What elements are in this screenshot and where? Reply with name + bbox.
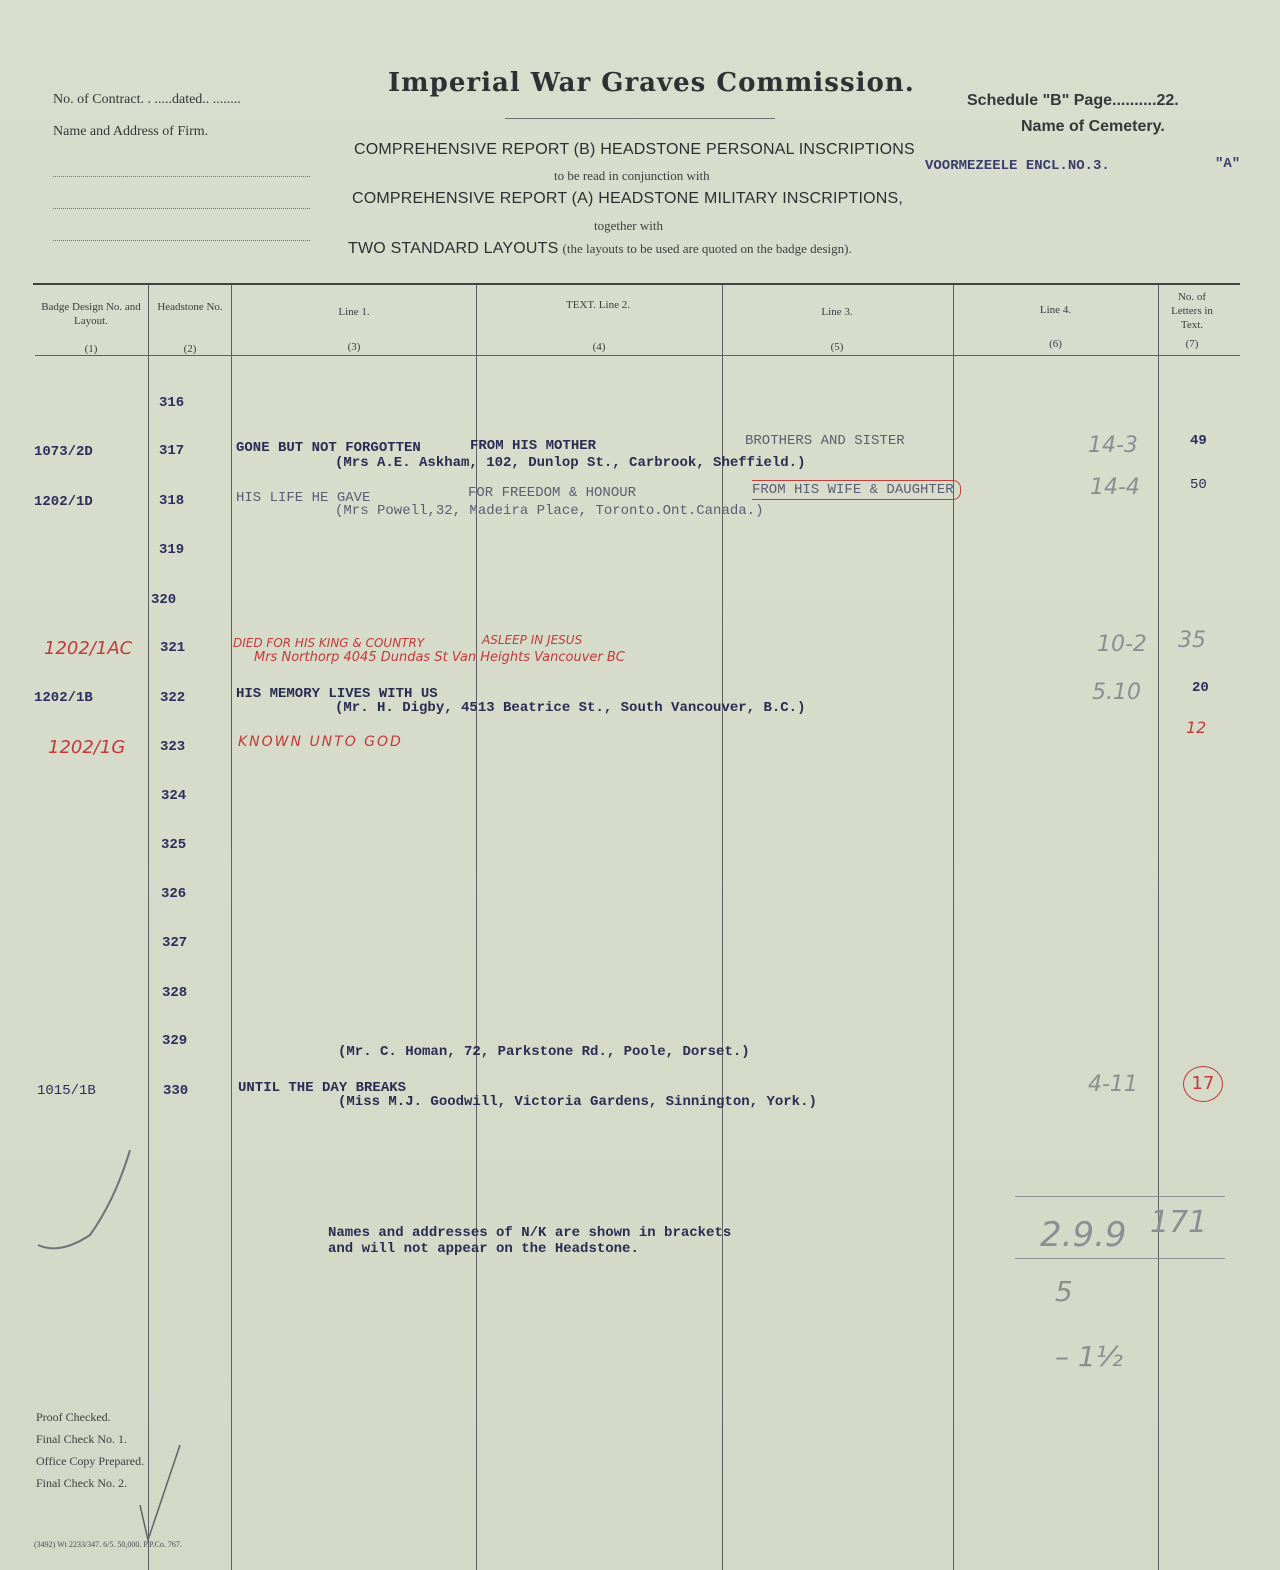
conjunction-text: to be read in conjunction with bbox=[554, 168, 710, 183]
headstone-no-321: 321 bbox=[160, 640, 186, 656]
col-header-line3: Line 3. bbox=[821, 306, 853, 318]
row-318-line1: HIS LIFE HE GAVE bbox=[236, 490, 371, 506]
final-check-2: Final Check No. 2. bbox=[36, 1476, 127, 1490]
report-b-title: COMPREHENSIVE REPORT (B) HEADSTONE PERSONAL INSCRIPTIONS bbox=[354, 141, 915, 158]
col-header-headstone: Headstone No. bbox=[157, 301, 223, 313]
row-317-line1: GONE BUT NOT FORGOTTEN bbox=[236, 440, 421, 456]
title-rule bbox=[505, 118, 775, 119]
headstone-no-316: 316 bbox=[159, 395, 185, 411]
firm-line-2 bbox=[53, 208, 310, 209]
headstone-no-322: 322 bbox=[160, 690, 186, 706]
headstone-no-318: 318 bbox=[159, 493, 185, 509]
col-divider-5 bbox=[953, 285, 954, 1570]
headstone-no-326: 326 bbox=[161, 886, 187, 902]
cemetery-name: VOORMEZEELE ENCL.NO.3. bbox=[925, 158, 1110, 174]
row-329-address: (Mr. C. Homan, 72, Parkstone Rd., Poole, Dorset.) bbox=[338, 1044, 750, 1060]
row-322-pencil: 5.10 bbox=[1092, 680, 1141, 705]
together-text: together with bbox=[594, 218, 663, 233]
col-header-badge: Badge Design No. and Layout. bbox=[41, 301, 141, 327]
headstone-no-323: 323 bbox=[160, 739, 186, 755]
tick-mark-icon bbox=[30, 1140, 140, 1260]
row-321-letters: 35 bbox=[1178, 628, 1206, 653]
headstone-no-328: 328 bbox=[162, 985, 188, 1001]
tally-five: 5 bbox=[1055, 1275, 1073, 1308]
layouts-line bbox=[348, 240, 852, 258]
row-330-line1: UNTIL THE DAY BREAKS bbox=[238, 1080, 407, 1096]
proof-checked: Proof Checked. bbox=[36, 1410, 111, 1424]
row-317-pencil: 14-3 bbox=[1088, 433, 1138, 458]
col-num-5: (5) bbox=[830, 341, 844, 353]
row-317-letters: 49 bbox=[1190, 433, 1207, 449]
tally-total: 2.9.9 bbox=[1040, 1215, 1127, 1255]
office-copy: Office Copy Prepared. bbox=[36, 1454, 145, 1468]
col-header-line2: TEXT. Line 2. bbox=[566, 299, 630, 311]
cemetery-label: Name of Cemetery. bbox=[1021, 118, 1165, 135]
print-code: (3492) Wt 2233/347. 6/5. 50,000. P.P.Co. 767. bbox=[34, 1540, 182, 1549]
headstone-no-319: 319 bbox=[159, 542, 185, 558]
badge-330: 1015/1B bbox=[37, 1083, 96, 1099]
row-318-line2: FOR FREEDOM & HONOUR bbox=[468, 485, 637, 501]
row-318-pencil: 14-4 bbox=[1090, 475, 1140, 500]
col-num-6: (6) bbox=[1049, 338, 1062, 350]
headstone-no-320: 320 bbox=[151, 592, 177, 608]
col-header-line1: Line 1. bbox=[338, 306, 370, 318]
tally-rule-bottom bbox=[1015, 1258, 1225, 1259]
table-top-rule bbox=[33, 283, 1240, 285]
tally-rule-top bbox=[1015, 1196, 1225, 1197]
col-divider-4 bbox=[722, 285, 723, 1570]
col-num-7: (7) bbox=[1185, 338, 1199, 350]
header-bottom-rule bbox=[35, 355, 1240, 356]
row-318-letters: 50 bbox=[1190, 477, 1207, 493]
layouts-note: (the layouts to be used are quoted on the badge design). bbox=[562, 241, 852, 256]
col-divider-2 bbox=[231, 285, 232, 1570]
tally-minus: – 1½ bbox=[1055, 1340, 1123, 1373]
col-num-4: (4) bbox=[592, 341, 606, 353]
row-322-letters: 20 bbox=[1192, 680, 1209, 696]
firm-label: Name and Address of Firm. bbox=[53, 124, 209, 139]
badge-322: 1202/1B bbox=[34, 690, 93, 706]
headstone-no-327: 327 bbox=[162, 935, 188, 951]
row-323-line1: KNOWN UNTO GOD bbox=[238, 734, 403, 750]
cemetery-plot: "A" bbox=[1215, 156, 1241, 172]
report-a-title: COMPREHENSIVE REPORT (A) HEADSTONE MILITARY INSCRIPTIONS, bbox=[352, 190, 904, 207]
layouts-main: TWO STANDARD LAYOUTS bbox=[348, 240, 559, 257]
headstone-no-324: 324 bbox=[161, 788, 187, 804]
headstone-no-330: 330 bbox=[163, 1083, 189, 1099]
firm-line-1 bbox=[53, 176, 310, 177]
col-divider-3 bbox=[476, 285, 477, 1570]
row-321-line2: ASLEEP IN JESUS bbox=[482, 633, 583, 647]
row-318-line3: FROM HIS WIFE & DAUGHTER bbox=[752, 480, 961, 500]
headstone-no-325: 325 bbox=[161, 837, 187, 853]
row-321-pencil: 10-2 bbox=[1097, 632, 1147, 657]
row-322-address: (Mr. H. Digby, 4513 Beatrice St., South Vancouver, B.C.) bbox=[335, 700, 806, 716]
col-num-2: (2) bbox=[183, 343, 197, 355]
badge-321: 1202/1AC bbox=[44, 638, 133, 659]
row-321-address: Mrs Northorp 4045 Dundas St Van Heights Vancouver BC bbox=[254, 650, 625, 665]
note-line-1: Names and addresses of N/K are shown in brackets bbox=[328, 1225, 732, 1241]
row-317-address: (Mrs A.E. Askham, 102, Dunlop St., Carbrook, Sheffield.) bbox=[335, 455, 806, 471]
col-divider-6 bbox=[1158, 285, 1159, 1570]
contract-label: No. of Contract. . .....dated.. ........ bbox=[53, 92, 241, 107]
schedule-label: Schedule "B" Page..........22. bbox=[967, 92, 1179, 109]
col-num-1: (1) bbox=[84, 343, 98, 355]
headstone-no-317: 317 bbox=[159, 443, 185, 459]
row-321-line1: DIED FOR HIS KING & COUNTRY bbox=[233, 636, 425, 650]
headstone-no-329: 329 bbox=[162, 1033, 188, 1049]
col-num-3: (3) bbox=[347, 341, 361, 353]
row-323-letters: 12 bbox=[1186, 718, 1207, 737]
row-317-line3: BROTHERS AND SISTER bbox=[745, 433, 905, 449]
row-330-pencil: 4-11 bbox=[1088, 1072, 1138, 1097]
tally-total-2: 171 bbox=[1150, 1205, 1208, 1240]
firm-line-3 bbox=[53, 240, 310, 241]
note-line-2: and will not appear on the Headstone. bbox=[328, 1241, 639, 1257]
col-divider-1 bbox=[148, 285, 149, 1570]
row-318-address: (Mrs Powell,32, Madeira Place, Toronto.Ont.Canada.) bbox=[335, 503, 764, 519]
row-330-address: (Miss M.J. Goodwill, Victoria Gardens, Sinnington, York.) bbox=[338, 1094, 817, 1110]
badge-323: 1202/1G bbox=[48, 737, 126, 758]
document-title: Imperial War Graves Commission. bbox=[388, 68, 915, 98]
col-header-letters: No. of Letters in Text. bbox=[1171, 291, 1213, 331]
row-317-line2: FROM HIS MOTHER bbox=[470, 438, 597, 454]
footer-checklist bbox=[36, 1406, 144, 1494]
badge-318: 1202/1D bbox=[34, 494, 93, 510]
col-header-line4: Line 4. bbox=[1039, 304, 1072, 316]
row-330-letters: 17 bbox=[1183, 1066, 1223, 1102]
row-322-line1: HIS MEMORY LIVES WITH US bbox=[236, 686, 438, 702]
badge-317: 1073/2D bbox=[34, 444, 93, 460]
final-check-1: Final Check No. 1. bbox=[36, 1432, 127, 1446]
